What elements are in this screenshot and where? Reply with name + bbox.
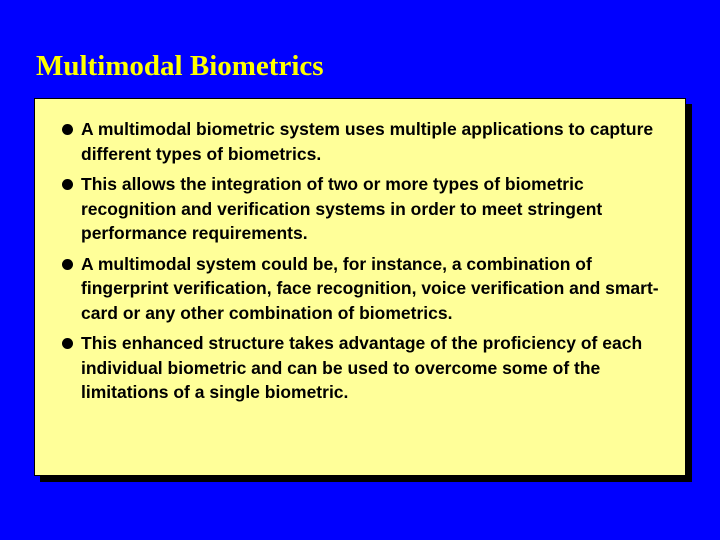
bullet-text: This allows the integration of two or more types of biometric recognition and verification systems in order to meet stringent performance requirements. [81,174,603,243]
bullet-text: A multimodal system could be, for instance, a combination of fingerprint verification, face recognition, voice verification and smart-card or any other combination of biometrics. [81,253,659,323]
bullet-dot-icon [62,338,73,349]
bullet-item [61,172,679,246]
bullet-dot-icon [62,259,73,270]
slide-title: Multimodal Biometrics [36,50,324,82]
bullet-text: A multimodal biometric system uses multiple applications to capture different types of biometrics. [81,119,654,164]
bullet-item [61,331,679,405]
bullet-item [61,252,679,326]
bullet-dot-icon [62,124,73,135]
bullet-list [61,117,679,411]
bullet-dot-icon [62,179,73,190]
bullet-item [61,117,679,166]
bullet-text: This enhanced structure takes advantage of the proficiency of each individual biometric and can be used to overcome some of the limitations of a single biometric. [81,333,643,402]
content-box [34,98,686,476]
